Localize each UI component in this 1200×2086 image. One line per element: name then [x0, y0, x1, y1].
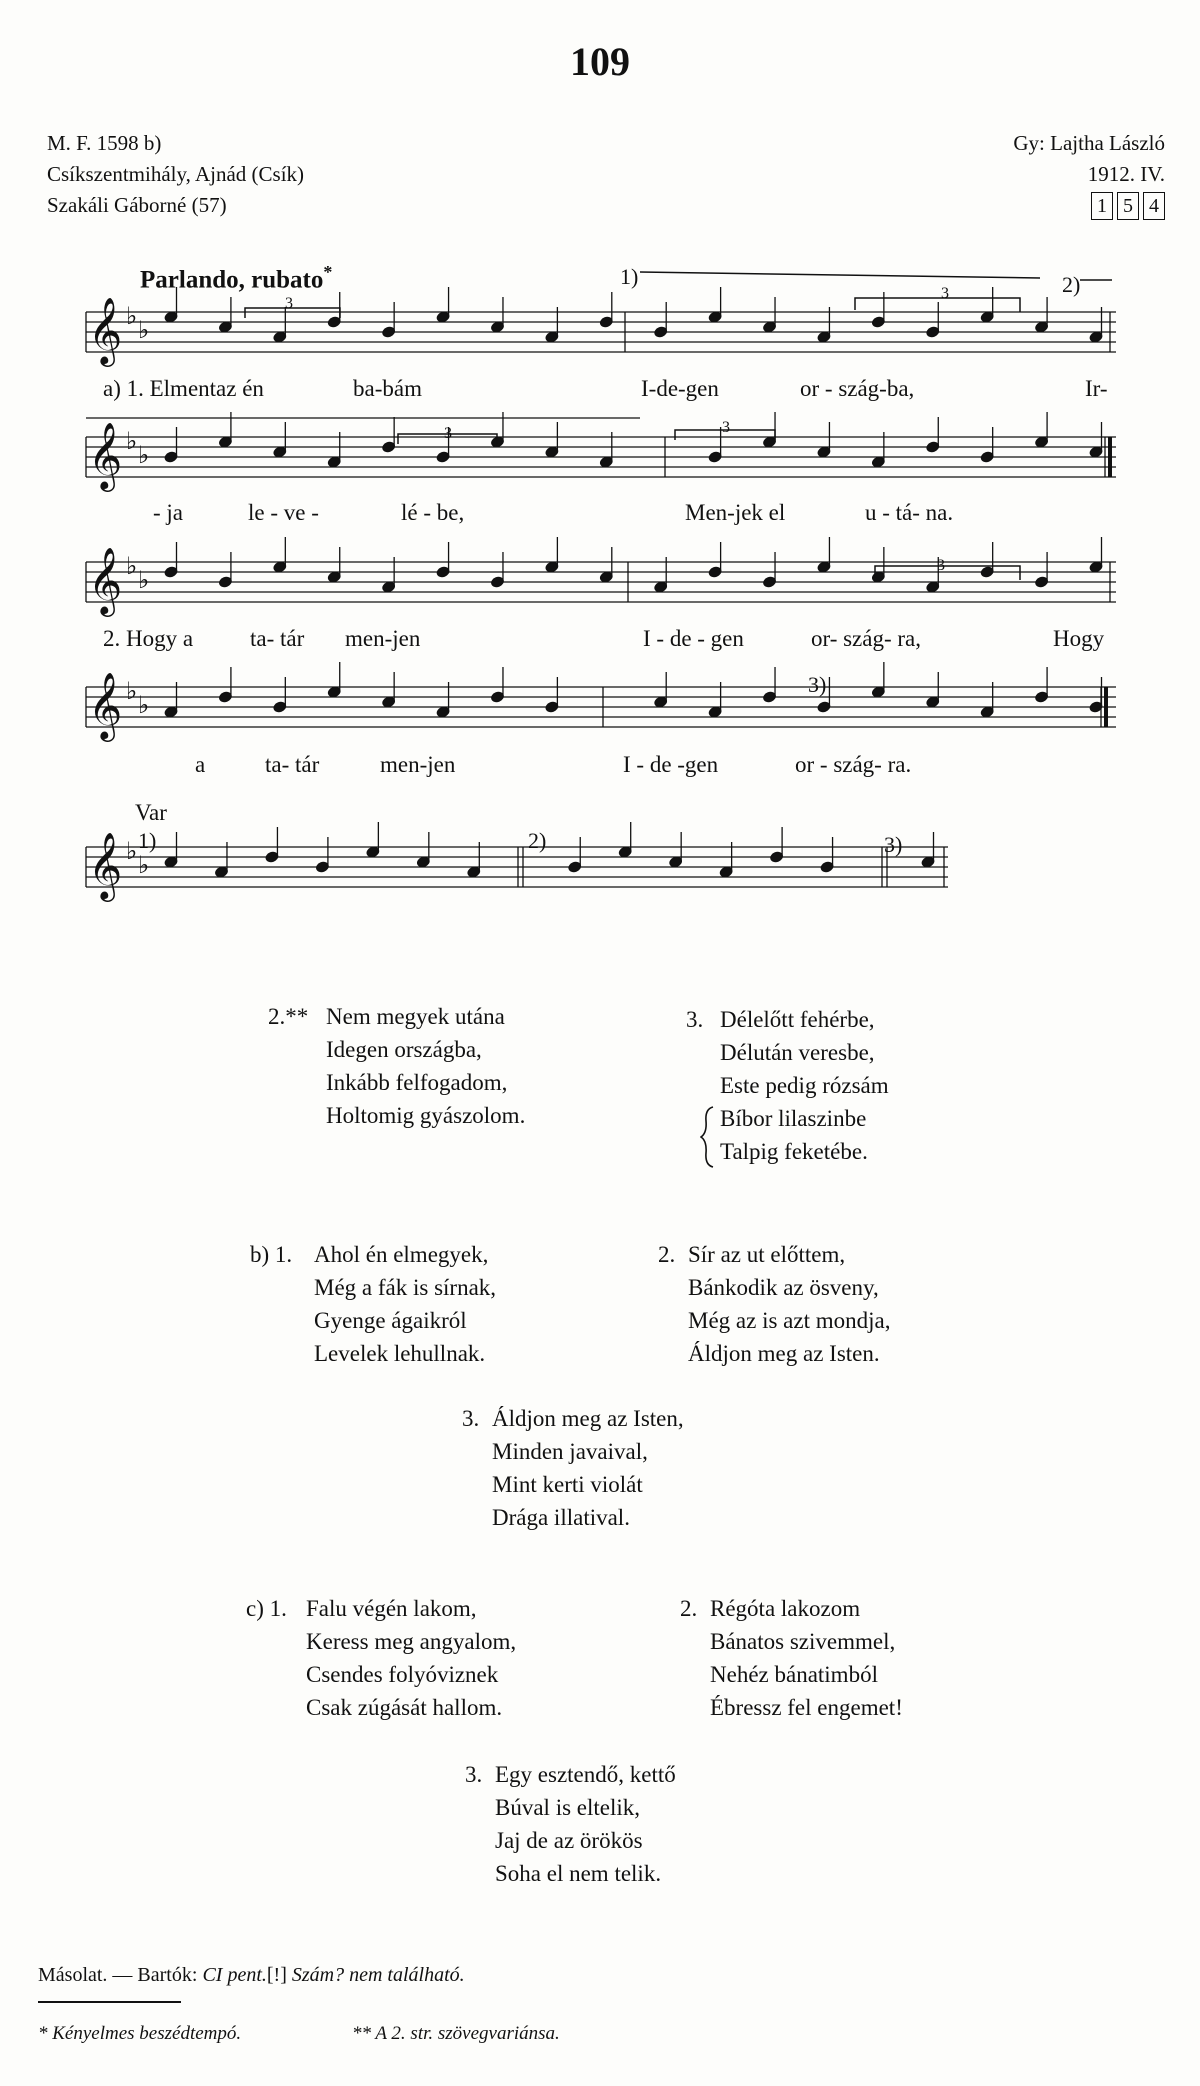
collector: Gy: Lajtha László — [1013, 131, 1165, 155]
lyric-syllable: or - szág-ba, — [800, 376, 915, 401]
verse-line: Soha el nem telik. — [495, 1861, 662, 1886]
verse-line: Csendes folyóviznek — [306, 1662, 499, 1687]
flat-icon: ♭ — [138, 851, 150, 879]
verse-c3 — [465, 1758, 676, 1890]
verse-line: Talpig feketébe. — [720, 1139, 868, 1164]
verse-number: c) 1. — [246, 1596, 287, 1621]
catalog-number: M. F. 1598 b) — [47, 131, 162, 155]
verse-line: Jaj de az örökös — [495, 1828, 643, 1853]
flat-icon: ♭ — [126, 677, 138, 705]
tempo-footnote-mark: * — [323, 262, 333, 282]
variant-mark-3: 3) — [884, 832, 903, 857]
verse-line: Bánkodik az ösveny, — [688, 1275, 879, 1300]
lyric-syllable: men-jen — [345, 626, 421, 651]
footnote-2: ** A 2. str. szövegvariánsa. — [352, 2023, 560, 2044]
variant-label: Var — [135, 800, 167, 825]
verse-line: Minden javaival, — [492, 1439, 648, 1464]
flat-icon: ♭ — [126, 837, 138, 865]
verse-b3 — [462, 1402, 684, 1534]
location: Csíkszentmihály, Ajnád (Csík) — [47, 162, 305, 186]
verse-line: Inkább felfogadom, — [326, 1070, 508, 1095]
verse-line: Gyenge ágaikról — [314, 1308, 467, 1333]
triplet-mark: 3 — [444, 425, 452, 442]
verse-line: Falu végén lakom, — [306, 1596, 477, 1621]
lyric-syllable: I-de-gen — [641, 376, 719, 401]
verse-line: Ébressz fel engemet! — [710, 1695, 903, 1720]
flat-icon: ♭ — [138, 691, 150, 719]
verse-a3 — [686, 1003, 889, 1168]
source-note-end: Szám? nem található. — [291, 1964, 465, 1986]
source-note-prefix: Másolat. — Bartók: — [38, 1964, 198, 1986]
triplet-mark: 3 — [722, 419, 730, 436]
box-digit: 5 — [1117, 192, 1139, 220]
lyric-syllable: lé - be, — [401, 500, 465, 525]
triplet-mark: 3 — [937, 557, 945, 574]
verse-number: 2. — [680, 1596, 698, 1621]
singer: Szakáli Gáborné (57) — [47, 193, 227, 217]
footnote-divider — [38, 2001, 181, 2003]
ending-mark-3: 3) — [808, 672, 827, 697]
verse-number: 3. — [465, 1762, 483, 1787]
verse-line: Levelek lehullnak. — [314, 1341, 486, 1366]
verse-line: Holtomig gyászolom. — [326, 1103, 526, 1128]
treble-clef-icon: 𝄞 — [88, 421, 123, 489]
lyric-syllable: men-jen — [380, 752, 456, 777]
verse-c1 — [246, 1592, 516, 1724]
lyric-syllable: Men-jek el — [685, 500, 786, 525]
verse-line: Idegen országba, — [326, 1037, 482, 1062]
verse-line: Délután veresbe, — [720, 1040, 875, 1065]
flat-icon: ♭ — [126, 552, 138, 580]
flat-icon: ♭ — [138, 441, 150, 469]
verse-line: Bánatos szivemmel, — [710, 1629, 896, 1654]
verse-line: Búval is eltelik, — [495, 1795, 641, 1820]
verse-number: b) 1. — [250, 1242, 293, 1267]
lyric-syllable: ta- tár — [250, 626, 305, 651]
treble-clef-icon: 𝄞 — [88, 546, 123, 614]
treble-clef-icon: 𝄞 — [88, 296, 123, 364]
verse-line: Ahol én elmegyek, — [314, 1242, 489, 1267]
variant-mark-2: 2) — [528, 828, 547, 853]
lyric-syllable: 2. Hogy a — [103, 626, 194, 651]
verse-line: Még az is azt mondja, — [688, 1308, 891, 1333]
verse-line: Nem megyek utána — [326, 1004, 505, 1029]
verse-line: Áldjon meg az Isten, — [492, 1406, 684, 1431]
lyric-syllable: - ja — [153, 500, 184, 525]
triplet-mark: 3 — [941, 285, 949, 302]
verse-b1 — [250, 1238, 496, 1370]
lyric-syllable: or - szág- ra. — [795, 752, 912, 777]
verse-line: Egy esztendő, kettő — [495, 1762, 676, 1787]
verse-b2 — [658, 1238, 890, 1370]
lyric-syllable: a — [195, 752, 206, 777]
brace-icon — [700, 1105, 716, 1169]
verse-number: 3. — [686, 1007, 704, 1032]
box-digit: 4 — [1143, 192, 1165, 220]
verse-line: Délelőtt fehérbe, — [720, 1007, 875, 1032]
verse-line: Este pedig rózsám — [720, 1073, 889, 1098]
lyric-syllable: Hogy — [1053, 626, 1105, 651]
lyric-syllable: I - de -gen — [623, 752, 719, 777]
verse-number: 2. — [658, 1242, 676, 1267]
lyric-syllable: I - de - gen — [643, 626, 744, 651]
treble-clef-icon: 𝄞 — [88, 671, 123, 739]
box-digit: 1 — [1091, 192, 1113, 220]
tempo-text: Parlando, rubato — [140, 266, 324, 294]
verse-line: Keress meg angyalom, — [306, 1629, 517, 1654]
lyric-syllable: u - tá- na. — [865, 500, 954, 525]
verse-line: Csak zúgását hallom. — [306, 1695, 503, 1720]
verse-line: Sír az ut előttem, — [688, 1242, 846, 1267]
lyric-syllable: or- szág- ra, — [811, 626, 922, 651]
source-note-mark: [!] — [266, 1964, 287, 1986]
verse-a2 — [268, 1000, 525, 1132]
triplet-mark: 3 — [285, 295, 293, 312]
flat-icon: ♭ — [138, 316, 150, 344]
flat-icon: ♭ — [126, 302, 138, 330]
page-number: 109 — [570, 39, 630, 84]
verse-line: Régóta lakozom — [710, 1596, 861, 1621]
ending-mark-2: 2) — [1062, 272, 1081, 297]
treble-clef-icon: 𝄞 — [88, 831, 123, 899]
ending-mark-1: 1) — [620, 264, 639, 289]
source-note-ref: CI — [202, 1964, 223, 1986]
source-note — [38, 1964, 465, 1987]
verse-line: Drága illatival. — [492, 1505, 630, 1530]
lyric-syllable: le - ve - — [248, 500, 319, 525]
verse-number: 3. — [462, 1406, 480, 1431]
flat-icon: ♭ — [138, 566, 150, 594]
verse-c2 — [680, 1592, 903, 1724]
verse-line: Áldjon meg az Isten. — [688, 1341, 880, 1366]
verse-line: Mint kerti violát — [492, 1472, 643, 1497]
verse-line: Nehéz bánatimból — [710, 1662, 878, 1687]
verse-number: 2.** — [268, 1004, 309, 1029]
verse-line: Még a fák is sírnak, — [314, 1275, 497, 1300]
verse-line: Bíbor lilaszinbe — [720, 1106, 867, 1131]
music-score — [0, 0, 1200, 940]
lyric-syllable: Ir- — [1085, 376, 1108, 401]
lyric-syllable: a) 1. Elmentaz én — [103, 376, 264, 401]
footnote-1: * Kényelmes beszédtempó. — [38, 2023, 242, 2044]
lyric-syllable: ta- tár — [265, 752, 320, 777]
variant-mark-1: 1) — [138, 828, 157, 853]
source-note-italic: pent. — [227, 1964, 267, 1986]
collection-date: 1912. IV. — [1087, 162, 1165, 186]
lyric-syllable: ba-bám — [353, 376, 422, 401]
flat-icon: ♭ — [126, 427, 138, 455]
